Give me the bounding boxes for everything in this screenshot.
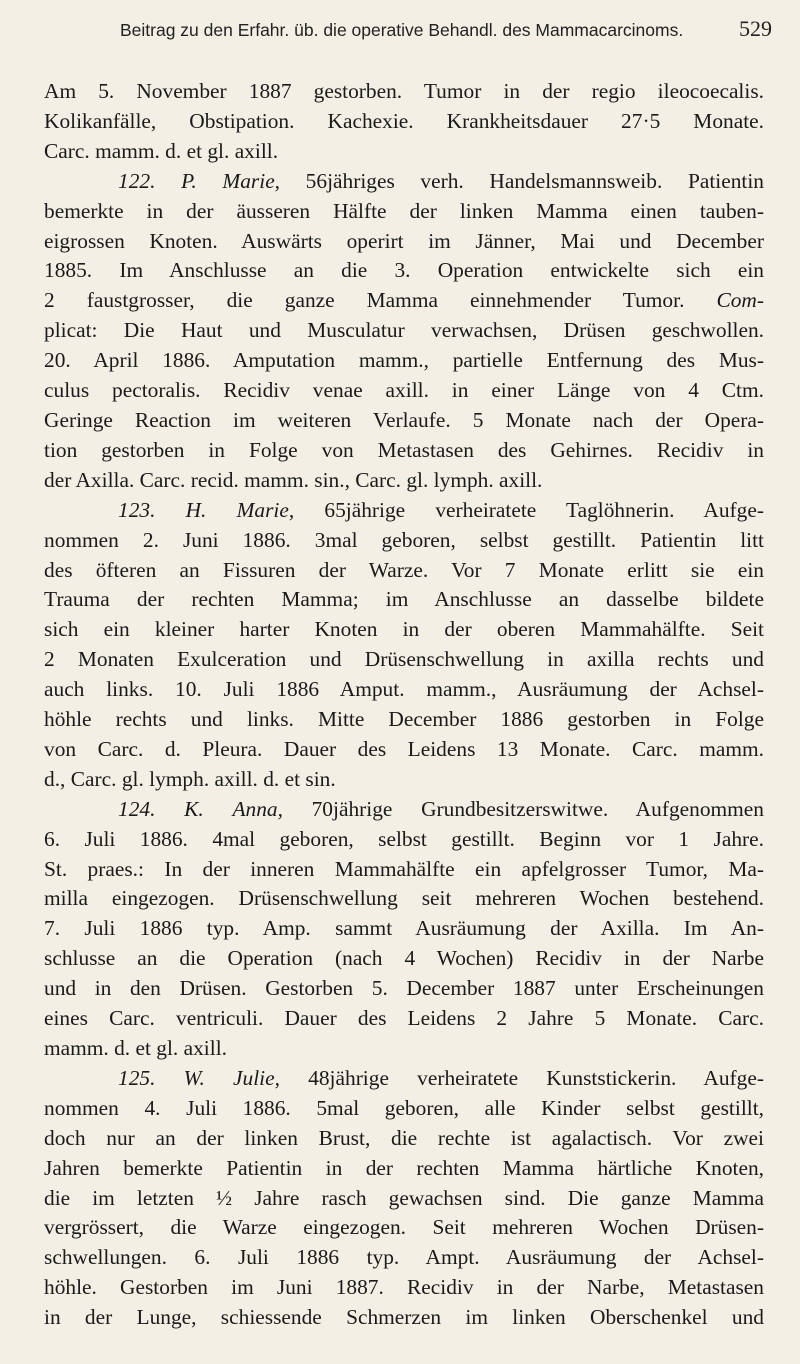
text-line: 6. Juli 1886. 4mal geboren, selbst gestillt. Beginn vor 1 Jahre. [44,826,764,851]
text-line: Geringe Reaction im weiteren Verlaufe. 5 Monate nach der Opera- [44,407,764,432]
text-line: die im letzten ½ Jahre rasch gewachsen sind. Die ganze Mamma [44,1185,764,1210]
text-line: auch links. 10. Juli 1886 Amput. mamm., Ausräumung der Achsel- [44,677,764,702]
text-line: plicat: Die Haut und Musculatur verwachsen, Drüsen geschwollen. [44,318,764,343]
text-line: 125. W. Julie, 48jährige verheiratete Kunststickerin. Aufge- [118,1065,764,1090]
text-line: schlusse an die Operation (nach 4 Wochen) Recidiv in der Narbe [44,946,764,971]
running-head [120,16,772,42]
text-line: mamm. d. et gl. axill. [44,1036,227,1060]
text-line: in der Lunge, schiessende Schmerzen im linken Oberschenkel und [44,1305,764,1330]
text-line: vergrössert, die Warze eingezogen. Seit mehreren Wochen Drüsen- [44,1215,764,1240]
case-entry-123 [44,496,764,795]
text-line: Trauma der rechten Mamma; im Anschlusse an dasselbe bildete [44,587,764,612]
text-line: Am 5. November 1887 gestorben. Tumor in der regio ileocoecalis. [44,79,764,103]
text-line: tion gestorben in Folge von Metastasen des Gehirnes. Recidiv in [44,437,764,462]
patient-initial: H. [185,497,207,522]
text-line: Jahren bemerkte Patientin in der rechten Mamma härtliche Knoten, [44,1155,764,1180]
text-line: 1885. Im Anschlusse an die 3. Operation entwickelte sich ein [44,258,764,283]
case-number: 123. [118,497,156,522]
text-line: eines Carc. ventriculi. Dauer des Leidens 2 Jahre 5 Monate. Carc. [44,1006,764,1031]
intro-paragraph [44,77,764,167]
text-line: der Axilla. Carc. recid. mamm. sin., Carc. gl. lymph. axill. [44,467,543,492]
patient-initial: P. [181,168,197,193]
case-entry-122 [44,167,764,496]
text-line: Carc. mamm. d. et gl. axill. [44,138,279,163]
patient-name: Marie, [236,497,295,522]
text-line: 123. H. Marie, 65jährige verheiratete Taglöhnerin. Aufge- [118,497,764,522]
patient-name: Anna, [232,796,283,821]
text-line: sich ein kleiner harter Knoten in der oberen Mammahälfte. Seit [44,617,764,642]
text-line: des öfteren an Fissuren der Warze. Vor 7 Monate erlitt sie ein [44,557,764,582]
text-line: von Carc. d. Pleura. Dauer des Leidens 13 Monate. Carc. mamm. [44,736,764,761]
text-line: nommen 4. Juli 1886. 5mal geboren, alle Kinder selbst gestillt, [44,1095,764,1120]
text-line: culus pectoralis. Recidiv venae axill. in einer Länge von 4 Ctm. [44,378,764,403]
text-line: nommen 2. Juni 1886. 3mal geboren, selbst gestillt. Patientin litt [44,527,764,552]
case-number: 125. [118,1065,156,1090]
text-line: höhle rechts und links. Mitte December 1886 gestorben in Folge [44,707,764,732]
text-line: 124. K. Anna, 70jährige Grundbesitzerswitwe. Aufgenommen [118,796,764,821]
case-number: 122. [118,168,156,193]
text-line: bemerkte in der äusseren Hälfte der linken Mamma einen tauben- [44,198,764,223]
patient-initial: W. [183,1065,205,1090]
text-line: d., Carc. gl. lymph. axill. d. et sin. [44,766,336,791]
keyword: Com- [716,288,764,313]
text-line: höhle. Gestorben im Juni 1887. Recidiv in der Narbe, Metastasen [44,1275,764,1300]
text-line: eigrossen Knoten. Auswärts operirt im Jänner, Mai und December [44,228,764,253]
text-line: doch nur an der linken Brust, die rechte ist agalactisch. Vor zwei [44,1125,764,1150]
case-entry-124 [44,795,764,1064]
text-line: 2 faustgrosser, die ganze Mamma einnehmender Tumor. Com- [44,288,764,313]
page-number: 529 [739,16,772,41]
running-title: Beitrag zu den Erfahr. üb. die operative Behandl. des Mammacarcinoms. [120,20,684,40]
patient-name: Julie, [233,1065,280,1090]
text-line: 2 Monaten Exulceration und Drüsenschwellung in axilla rechts und [44,647,764,672]
patient-initial: K. [184,796,204,821]
text-line: St. praes.: In der inneren Mammahälfte ein apfelgrosser Tumor, Ma- [44,856,764,881]
text-line: 7. Juli 1886 typ. Amp. sammt Ausräumung der Axilla. Im An- [44,916,764,941]
text-line: und in den Drüsen. Gestorben 5. December 1887 unter Erscheinungen [44,976,764,1001]
text-line: 20. April 1886. Amputation mamm., partielle Entfernung des Mus- [44,348,764,373]
text-line: schwellungen. 6. Juli 1886 typ. Ampt. Ausräumung der Achsel- [44,1245,764,1270]
text-line: Kolikanfälle, Obstipation. Kachexie. Krankheitsdauer 27·5 Monate. [44,108,764,133]
case-number: 124. [118,796,156,821]
case-entry-125 [44,1064,764,1333]
text-line: milla eingezogen. Drüsenschwellung seit mehreren Wochen bestehend. [44,886,764,911]
body-text [44,77,764,1333]
text-line: 122. P. Marie, 56jähriges verh. Handelsmannsweib. Patientin [118,168,764,193]
patient-name: Marie, [222,168,281,193]
